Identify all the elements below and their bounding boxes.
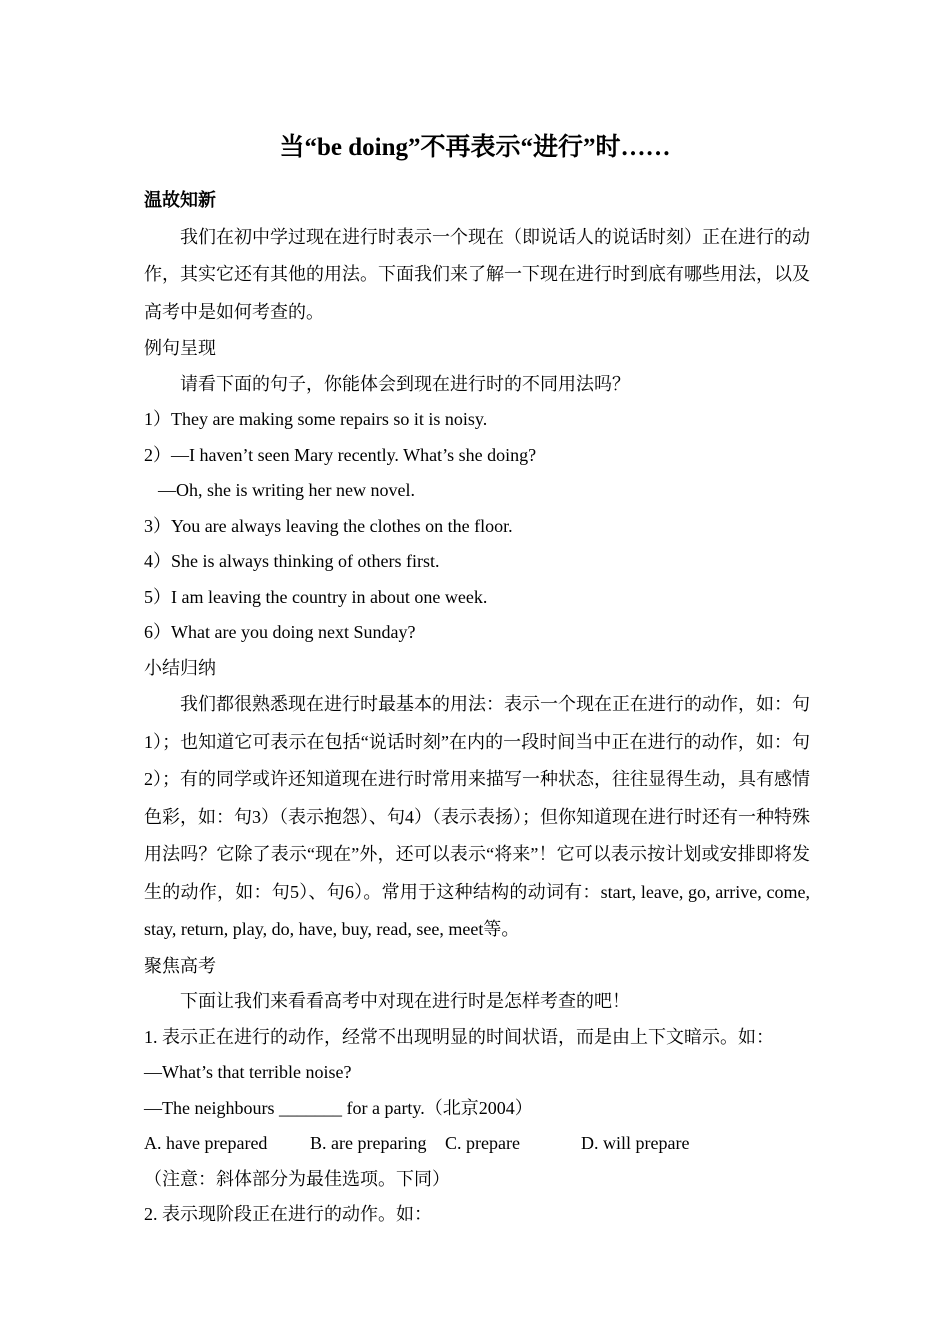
- option-a: A. have prepared: [144, 1133, 268, 1153]
- example-sentence-1: 1）They are making some repairs so it is noisy.: [144, 409, 488, 429]
- document-title: 当“be doing”不再表示“进行”时……: [279, 134, 671, 161]
- examples-prompt: 请看下面的句子，你能体会到现在进行时的不同用法吗？: [180, 373, 630, 394]
- usage-point-1: 1. 表示正在进行的动作，经常不出现明显的时间状语，而是由上下文暗示。如：: [144, 1026, 774, 1047]
- example-sentence-3: 3）You are always leaving the clothes on the floor.: [144, 515, 513, 536]
- section-heading-exam-focus: 聚焦高考: [144, 955, 216, 976]
- document-body: [144, 183, 810, 1233]
- question-1-options: [144, 1126, 810, 1162]
- option-c: C. prepare: [445, 1133, 520, 1153]
- example-sentence-6: 6）What are you doing next Sunday?: [144, 622, 416, 642]
- usage-point-2: 2. 表示现阶段正在进行的动作。如：: [144, 1204, 432, 1224]
- answer-note: （注意：斜体部分为最佳选项。下同）: [144, 1168, 450, 1189]
- example-sentence-5: 5）I am leaving the country in about one week.: [144, 586, 488, 607]
- section-heading-examples: 例句呈现: [144, 338, 216, 358]
- option-d: D. will prepare: [581, 1133, 690, 1153]
- section-heading-summary: 小结归纳: [144, 657, 216, 678]
- question-1-line-2: —The neighbours _______ for a party.（北京2004）: [144, 1097, 533, 1118]
- intro-paragraph: 我们在初中学过现在进行时表示一个现在（即说话人的说话时刻）正在进行的动作，其实它还有其他的用法。下面我们来了解一下现在进行时到底有哪些用法，以及高考中是如何考查的。: [144, 226, 810, 322]
- summary-paragraph: 我们都很熟悉现在进行时最基本的用法：表示一个现在正在进行的动作，如：句1）；也知道它可表示在包括“说话时刻”在内的一段时间当中正在进行的动作，如：句2）；有的同学或许还知道现在进行时常用来描写一种状态，往往显得生动，具有感情色彩，如：句3）（表示抱怨）、句4）（表示表扬）；但你知道现在进行时还有一种特殊用法吗？它除了表示“现在”外，还可以表示“将来”！它可以表示按计划或安排即将发生的动作，如：句5）、句6）。常用于这种结构的动词有：start, leave, go, arrive, come, stay, return, play, do, have, buy, read, see, meet等。: [144, 694, 810, 939]
- question-1-line-1: —What’s that terrible noise?: [144, 1062, 352, 1082]
- example-sentence-4: 4）She is always thinking of others first.: [144, 551, 440, 571]
- section-heading-review: 温故知新: [144, 190, 216, 210]
- example-sentence-2: 2）—I haven’t seen Mary recently. What’s she doing?: [144, 444, 537, 465]
- exam-focus-intro: 下面让我们来看看高考中对现在进行时是怎样考查的吧！: [180, 991, 630, 1011]
- option-b: B. are preparing: [310, 1133, 427, 1153]
- example-sentence-2-reply: —Oh, she is writing her new novel.: [158, 480, 415, 500]
